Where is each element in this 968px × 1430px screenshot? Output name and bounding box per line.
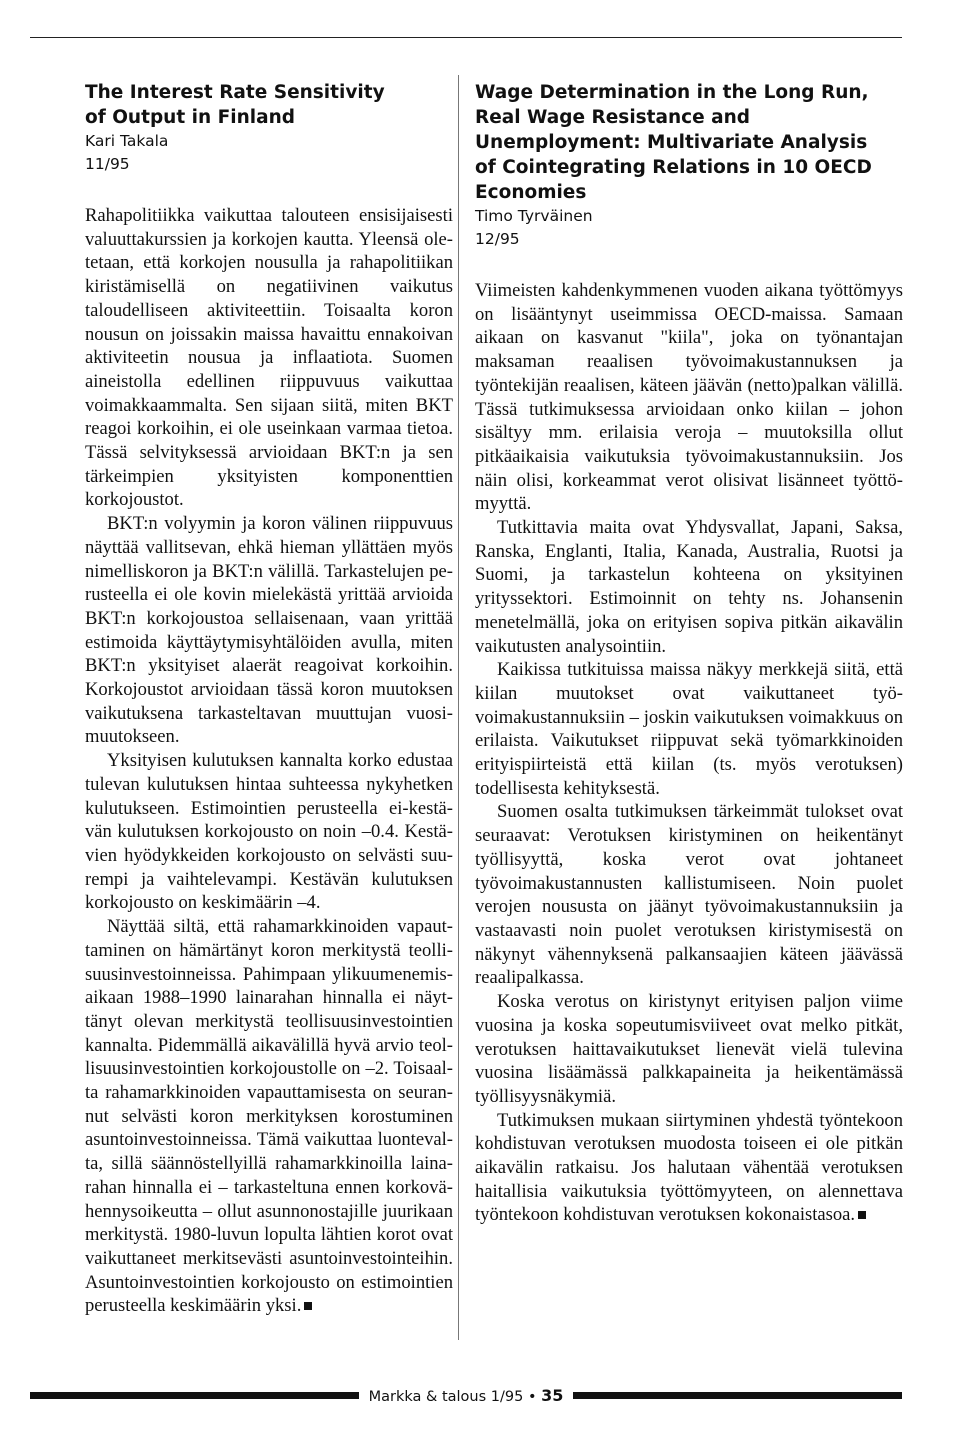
left-article-issue: 11/95 xyxy=(85,155,130,173)
page-number: 35 xyxy=(541,1385,564,1405)
right-article xyxy=(475,80,903,1227)
right-paragraph-4: Suomen osalta tutkimuksen tärkeimmät tulokset ovat seuraavat: Verotuksen kiristyminen on heikentänyt työllisyyttä, koska verot ovat johtaneet työvoimakustannusten kallistumiseen. Noin puolet verojen noususta on jäänyt työvoimakustannuksiin ja vastaavasti noin puolet verotuksen kiristymisestä on näkynyt vähennyksenä palkansaajien käteen jäävässä reaalipalkassa. xyxy=(475,801,903,989)
right-paragraph-5: Koska verotus on kiristynyt erityisen paljon viime vuosina ja koska sopeutumisviiveet ovat melko pitkät, verotuksen haittavaikutukset lienevät vielä tulevina vuosina lisäämässä palkkapaineita ja heikentämässä työllisyysnäkymiä. xyxy=(475,991,903,1107)
footer-publication: Markka & talous 1/95 • xyxy=(368,1388,537,1405)
footer-bar-right xyxy=(573,1392,902,1399)
left-article-title: The Interest Rate Sensitivity of Output in Finland xyxy=(85,82,385,128)
left-article xyxy=(85,80,453,1318)
right-paragraph-6 xyxy=(475,1109,903,1228)
end-of-article-mark xyxy=(304,1302,312,1310)
right-article-body xyxy=(475,279,903,1227)
right-article-issue: 12/95 xyxy=(475,230,520,248)
left-paragraph-4-text: Näyttää siltä, että rahamarkkinoiden vapauttaminen on hämärtänyt koron merkitystä teollisuusinvestoinneissa. Pahimpaan ylikuumenemisaikaan 1988–1990 lainarahan hinnalla ei näyttänyt olevan merkitystä teollisuusinvestointien kannalta. Pidemmällä aikavälillä hyvä arvio teollisuusinvestointien korkojoustolle on –2. Toisaalta rahamarkkinoiden vapauttamisesta on seurannut selvästi koron merkityksen korostuminen asuntoinvestoinneissa. Tämä vaikuttaa luontevalta, sillä säännöstellyillä rahamarkkinoilla lainarahan hinnalla ei – tarkasteltuna ennen korkovähennysoikeutta – ollut asunnonostajille juurikaan merkitystä. 1980-luvun lopulta lähtien korot ovat vaikuttaneet merkitsevästi asuntoinvestointeihin. Asuntoinvestointien korkojousto on estimointien perusteella keskimäärin yksi. xyxy=(85,916,453,1317)
end-of-article-mark xyxy=(858,1211,866,1219)
left-paragraph-1: Rahapolitiikka vaikuttaa talouteen ensisijaisesti valuuttakurssien ja korkojen kautta. Yleensä oletetaan, että korkojen nousulla ja rahapolitiikan kiristämisellä on negatiivinen vaikutus taloudelliseen aktiviteettiin. Toisaalta koron nousun on joissakin maissa havaittu ennakoivan aktiviteetin nousua ja inflaatiota. Suomen aineistolla edellinen riippuvuus vaikuttaa voimakkaammalta. Sen sijaan siitä, miten BKT reagoi korkoihin, ei ole useinkaan varmaa tietoa. Tässä selvityksessä arvioidaan BKT:n ja sen tärkeimpien yksityisten komponenttien korkojoustot. xyxy=(85,205,453,511)
right-article-title: Wage Determination in the Long Run, Real Wage Resistance and Unemployment: Multivariate Analysis of Cointegrating Relations in 10 OECD Economies xyxy=(475,82,872,203)
left-paragraph-3: Yksityisen kulutuksen kannalta korko edustaa tulevan kulutuksen hintaa suhteessa nykyhetken kulutukseen. Estimointien perusteella ei-kestävän kulutuksen korkojousto on noin –0.4. Kestävien hyödykkeiden korkojousto on selvästi suurempi ja vaihtelevampi. Kestävän kulutuksen korkojousto on keskimäärin –4. xyxy=(85,750,453,914)
page-footer xyxy=(30,1380,902,1410)
right-paragraph-6-text: Tutkimuksen mukaan siirtyminen yhdestä työntekoon kohdistuvan verotuksen muodosta toiseen ei ole pitkän aikavälin ratkaisu. Jos halutaan vähentää verotuksen haitallisia vaikutuksia työttömyyteen, on alennettava työntekoon kohdistuvan verotuksen kokonaistasoa. xyxy=(475,1109,903,1226)
footer-bar-left xyxy=(30,1392,359,1399)
footer-label xyxy=(359,1386,574,1405)
left-paragraph-2: BKT:n volyymin ja koron välinen riippuvuus näyttää vallitsevan, ehkä hieman yllättäen myös nimelliskoron ja BKT:n välillä. Tarkastelujen perusteella ei ole kovin mielekästä yrittää arvioida BKT:n korkojoustoa sellaisenaan, vaan yrittää estimoida käyttäytymisyhtälöiden avulla, miten BKT:n yksityiset alaerät reagoivat korkoihin. Korkojoustot arvioidaan tässä koron muutoksen vaikutuksena tarkasteltavan muuttujan vuosimuutokseen. xyxy=(85,513,453,748)
right-paragraph-2: Tutkittavia maita ovat Yhdysvallat, Japani, Saksa, Ranska, Englanti, Italia, Kanada, Australia, Ruotsi ja Suomi, ja tarkastelun kohteena on yksityinen yrityssektori. Estimoinnit on tehty ns. Johansenin menetelmällä, joka on erityisen sopiva pitkän aikavälin vaikutusten analysointiin. xyxy=(475,517,903,657)
left-article-body xyxy=(85,204,453,1318)
right-article-author: Timo Tyrväinen xyxy=(475,207,593,225)
left-paragraph-4 xyxy=(85,915,453,1318)
column-divider xyxy=(458,75,459,1340)
right-paragraph-3: Kaikissa tutkituissa maissa näkyy merkkejä siitä, että kiilan muutokset ovat vaikuttaneet työvoimakustannuksiin – joskin vaikutuksen voimakkuus on erilaista. Vaikutukset riippuvat sekä työmarkkinoiden erityispiirteistä että kiilan (ts. myös verotuksen) todellisesta kehityksestä. xyxy=(475,659,903,799)
left-article-author: Kari Takala xyxy=(85,132,169,150)
right-paragraph-1: Viimeisten kahdenkymmenen vuoden aikana työttömyys on lisääntynyt useimmissa OECD-maissa. Samaan aikaan on kasvanut "kiila", joka on työnantajan maksaman reaalisen työvoimakustannuksen ja työntekijän reaalisen, käteen jäävän (netto)palkan välillä. Tässä tutkimuksessa arvioidaan onko kiilan – johon sisältyy mm. erilaisia veroja – muutoksilla ollut pitkäaikaisia vaikutuksia työvoimakustannuksiin. Jos näin olisi, korkeammat verot olisivat lisänneet työttömyyttä. xyxy=(475,280,903,515)
top-rule xyxy=(30,37,902,38)
